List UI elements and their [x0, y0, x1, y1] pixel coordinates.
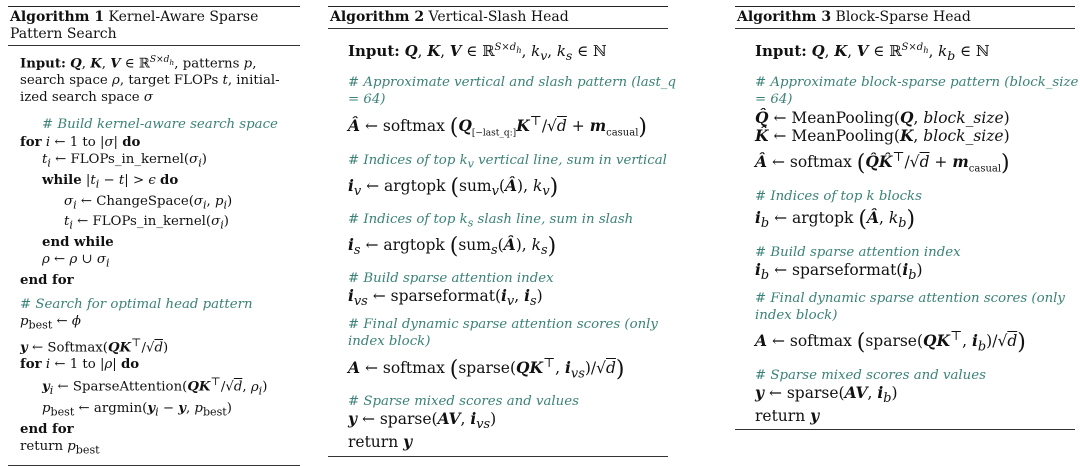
code-line: $t_i$ ← $FLOPs\_in\_kernel(\sigma_i)$	[42, 151, 207, 170]
algorithm-2-body	[328, 29, 676, 456]
code-line: Q̂ ← MeanPooling(Q, block_size)	[755, 107, 1010, 127]
comment-line: # Approximate vertical and slash pattern (last_q = 64)	[348, 75, 676, 108]
code-line: end for	[20, 273, 74, 289]
code-line: return y	[348, 432, 413, 452]
comment-line: # Build sparse attention index	[755, 244, 961, 260]
code-line: A ← softmax (sparse(QK⊤, $i_b)/√d$)	[755, 329, 1026, 356]
algorithm-1-label: Algorithm 1	[10, 9, 105, 25]
algorithm-3	[735, 6, 1079, 430]
algorithm-1-header	[8, 7, 300, 45]
algorithm-1	[8, 6, 300, 466]
code-line: $i_b$ ← argtopk (Â, $k_b$)	[755, 207, 916, 233]
code-line: $i_{vs}$ ← $sparseformat(i_v$, $i_s$)	[348, 285, 543, 310]
comment-line: # Sparse mixed scores and values	[348, 393, 579, 409]
comment-line: # Final dynamic sparse attention scores (only index block)	[348, 317, 658, 350]
comment-line: # Final dynamic sparse attention scores (only index block)	[755, 291, 1065, 324]
code-line: $p_{best}$ ← ϕ	[20, 313, 81, 332]
algorithm-3-title: Block-Sparse Head	[835, 9, 971, 25]
algorithm-3-label: Algorithm 3	[737, 9, 832, 25]
algorithm-1-title: Kernel-Aware Sparse Pattern Search	[10, 9, 259, 42]
input-line: Input: Q, K, V ∈ ℝ$^{S\times d_h}$, $k_v$, $k_s$ ∈ ℕ	[348, 42, 607, 63]
code-line: $i_v$ ← argtopk (sum$_v$(Â), $k_v$)	[348, 174, 559, 200]
code-line: $p_{best}$ ← $argmin(y_i - y$, $p_{best}$)	[42, 400, 232, 419]
algorithm-2-title: Vertical-Slash Head	[428, 9, 569, 25]
comment-line: # Sparse mixed scores and values	[755, 367, 986, 383]
algorithm-3-body	[735, 29, 1079, 429]
comment-line: # Indices of top $k_v$ vertical line, sum in vertical	[348, 152, 667, 171]
comment-line: # Indices of top k blocks	[755, 189, 922, 205]
code-line: y ← sparse(AV, $i_{vs}$)	[348, 409, 497, 433]
algorithm-3-header	[735, 7, 1075, 28]
algorithm-2	[328, 6, 676, 457]
code-line: y ← sparse(AV, $i_b$)	[755, 382, 898, 407]
bottom-rule	[328, 456, 668, 457]
code-line: return y	[755, 406, 820, 426]
code-line: K̂ ← MeanPooling(K, block_size)	[755, 125, 1010, 145]
code-line: return $p_{best}$	[20, 438, 100, 457]
comment-line: # Indices of top $k_s$ slash line, sum in slash	[348, 211, 634, 230]
comment-line: # Approximate block-sparse pattern (block_size = 64)	[755, 75, 1079, 108]
bottom-rule	[735, 429, 1075, 430]
code-line: Â ← softmax $(Q_{[-last\_q:]}K^⊤/√d + m_{casual})$	[348, 113, 647, 140]
input-line: Input: Q, K, V ∈ ℝ$^{S\times d_h}$, $k_b$ ∈ ℕ	[755, 42, 990, 63]
code-line: $t_i$ ← $FLOPs\_in\_kernel(\sigma_i)$	[64, 214, 229, 233]
input-line: Input: Q, K, V ∈ ℝ$^{S\times d_h}$, patterns p, search space ρ, target FLOPs t, initial- ized search space σ	[20, 55, 280, 106]
code-line: end while	[42, 235, 114, 251]
code-line: y ← Softmax(QK⊤/√d)	[20, 335, 169, 356]
code-line: ρ ← ρ ∪ $\sigma_i$	[42, 252, 110, 271]
code-line: $i_b$ ← $sparseformat(i_b)$	[755, 259, 923, 283]
algorithm-2-label: Algorithm 2	[330, 9, 425, 25]
code-line: end for	[20, 421, 74, 437]
code-line: Â ← softmax (Q̂K̂⊤/√d + $m_{casual}$)	[755, 150, 1010, 177]
code-line: $y_i$ ← SparseAttention(QK⊤/√d, $\rho_i$)	[42, 375, 268, 398]
comment-line: # Build kernel-aware search space	[42, 117, 278, 133]
comment-line: # Search for optimal head pattern	[20, 296, 253, 312]
code-line: A ← softmax (sparse(QK⊤, $i_{vs})/√d$)	[348, 355, 625, 382]
comment-line: # Build sparse attention index	[348, 270, 554, 286]
code-line: $i_s$ ← argtopk (sum$_s$(Â), $k_s$)	[348, 233, 557, 259]
code-line: for i ← 1 to |σ| do	[20, 134, 141, 150]
algorithm-2-header	[328, 7, 668, 28]
code-line: for i ← 1 to |ρ| do	[20, 357, 140, 373]
bottom-rule	[8, 465, 300, 466]
code-line: while $|t_i - t| > \epsilon$ do	[42, 172, 179, 191]
code-line: $\sigma_i$ ← $ChangeSpace(\sigma_i$, $p_i$)	[64, 193, 233, 212]
algorithm-1-body	[8, 46, 300, 463]
